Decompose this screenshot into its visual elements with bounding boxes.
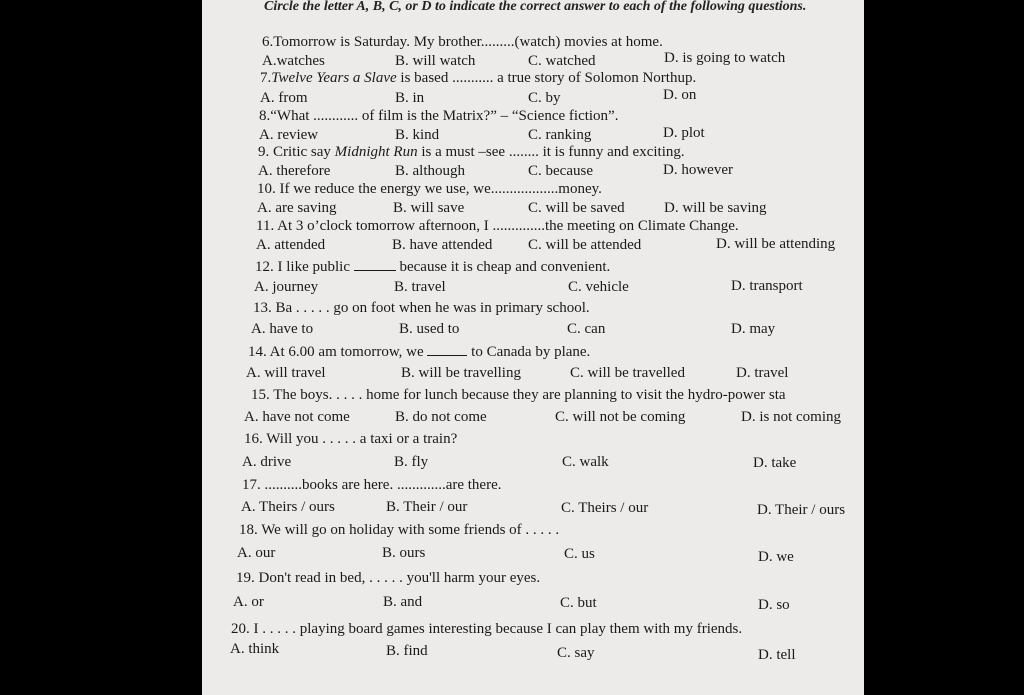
q8-option-c[interactable]: C. ranking [528, 127, 592, 143]
question-19: 19. Don't read in bed, . . . . . you'll harm your eyes. [236, 570, 541, 586]
q15-option-b[interactable]: B. do not come [395, 409, 487, 425]
q19-option-d[interactable]: D. so [758, 597, 790, 613]
q16-option-d[interactable]: D. take [753, 455, 797, 471]
question-18: 18. We will go on holiday with some friends of . . . . . [239, 522, 560, 538]
q10-option-d[interactable]: D. will be saving [664, 200, 767, 216]
question-14 [248, 343, 590, 361]
q16-option-b[interactable]: B. fly [394, 454, 429, 470]
q6-option-b[interactable]: B. will watch [395, 53, 476, 69]
q12-start: 12. I like public [255, 259, 354, 275]
q14-option-c[interactable]: C. will be travelled [570, 365, 685, 381]
q14-option-a[interactable]: A. will travel [246, 365, 326, 381]
question-7 [260, 70, 696, 87]
q15-option-a[interactable]: A. have not come [244, 409, 350, 425]
q7-option-a[interactable]: A. from [260, 90, 308, 106]
q7-number: 7. [260, 70, 272, 86]
q9-option-d[interactable]: D. however [663, 162, 733, 178]
q20-option-a[interactable]: A. think [230, 641, 280, 657]
q11-option-d[interactable]: D. will be attending [716, 236, 836, 252]
q18-option-a[interactable]: A. our [237, 545, 276, 561]
q10-option-c[interactable]: C. will be saved [528, 200, 625, 216]
q20-option-b[interactable]: B. find [386, 643, 428, 659]
instructions: Circle the letter A, B, C, or D to indicate the correct answer to each of the following questions. [264, 0, 807, 14]
q11-option-b[interactable]: B. have attended [392, 237, 493, 253]
q20-option-c[interactable]: C. say [557, 645, 595, 661]
q17-option-b[interactable]: B. Their / our [386, 499, 468, 515]
q16-option-a[interactable]: A. drive [242, 454, 292, 470]
q18-option-b[interactable]: B. ours [382, 545, 426, 561]
q18-option-c[interactable]: C. us [564, 546, 595, 562]
q6-option-a[interactable]: A.watches [262, 53, 325, 69]
q6-option-c[interactable]: C. watched [528, 53, 596, 69]
q8-option-b[interactable]: B. kind [395, 127, 440, 143]
question-13: 13. Ba . . . . . go on foot when he was in primary school. [253, 300, 590, 316]
q14-start: 14. At 6.00 am tomorrow, we [248, 344, 428, 360]
q12-option-b[interactable]: B. travel [394, 279, 446, 295]
q10-option-b[interactable]: B. will save [393, 200, 465, 216]
question-9 [258, 144, 685, 161]
q14-option-b[interactable]: B. will be travelling [401, 365, 521, 381]
question-8: 8.“What ............ of film is the Matrix?” – “Science fiction”. [259, 108, 619, 124]
answer-blank [354, 258, 396, 271]
question-11: 11. At 3 o’clock tomorrow afternoon, I ..............the meeting on Climate Change. [256, 218, 739, 234]
q15-option-d[interactable]: D. is not coming [741, 409, 841, 425]
q14-rest: to Canada by plane. [467, 344, 591, 360]
q9-rest: is a must –see ........ it is funny and exciting. [417, 144, 685, 160]
q7-option-d[interactable]: D. on [663, 87, 697, 103]
q13-option-d[interactable]: D. may [731, 321, 776, 337]
q17-option-d[interactable]: D. Their / ours [757, 502, 846, 518]
q16-option-c[interactable]: C. walk [562, 454, 609, 470]
q17-option-a[interactable]: A. Theirs / ours [241, 499, 335, 515]
q9-option-b[interactable]: B. although [395, 163, 465, 179]
q12-option-c[interactable]: C. vehicle [568, 279, 629, 295]
q10-option-a[interactable]: A. are saving [257, 200, 337, 216]
worksheet-page [202, 0, 864, 695]
q7-option-c[interactable]: C. by [528, 90, 561, 106]
q7-rest: is based ........... a true story of Solomon Northup. [396, 70, 697, 86]
answer-blank [427, 343, 467, 356]
q15-option-c[interactable]: C. will not be coming [555, 409, 686, 425]
q19-option-c[interactable]: C. but [560, 595, 597, 611]
q9-option-a[interactable]: A. therefore [258, 163, 331, 179]
q12-option-d[interactable]: D. transport [731, 278, 803, 294]
question-10: 10. If we reduce the energy we use, we..................money. [257, 181, 602, 197]
q13-option-b[interactable]: B. used to [399, 321, 460, 337]
q18-option-d[interactable]: D. we [758, 549, 794, 565]
question-12 [255, 258, 610, 276]
q12-rest: because it is cheap and convenient. [395, 259, 611, 275]
q13-option-a[interactable]: A. have to [251, 321, 314, 337]
q20-option-d[interactable]: D. tell [758, 647, 796, 663]
q7-title: Twelve Years a Slave [271, 70, 397, 86]
q11-option-c[interactable]: C. will be attended [528, 237, 642, 253]
q17-option-c[interactable]: C. Theirs / our [561, 500, 649, 516]
question-17: 17. ..........books are here. .............are there. [242, 477, 502, 493]
q6-option-d[interactable]: D. is going to watch [664, 50, 786, 66]
question-6: 6.Tomorrow is Saturday. My brother.........(watch) movies at home. [262, 34, 663, 50]
q7-option-b[interactable]: B. in [395, 90, 425, 106]
q12-option-a[interactable]: A. journey [254, 279, 319, 295]
q11-option-a[interactable]: A. attended [256, 237, 326, 253]
q9-start: 9. Critic say [258, 144, 335, 160]
question-16: 16. Will you . . . . . a taxi or a train? [244, 431, 458, 447]
question-20: 20. I . . . . . playing board games interesting because I can play them with my friends. [231, 621, 743, 637]
q9-option-c[interactable]: C. because [528, 163, 593, 179]
q8-option-d[interactable]: D. plot [663, 125, 705, 141]
q19-option-b[interactable]: B. and [383, 594, 423, 610]
q19-option-a[interactable]: A. or [233, 594, 264, 610]
question-15: 15. The boys. . . . . home for lunch because they are planning to visit the hydro-power sta [251, 387, 786, 403]
q13-option-c[interactable]: C. can [567, 321, 606, 337]
q14-option-d[interactable]: D. travel [736, 365, 789, 381]
q9-title: Midnight Run [334, 144, 418, 160]
q8-option-a[interactable]: A. review [259, 127, 319, 143]
